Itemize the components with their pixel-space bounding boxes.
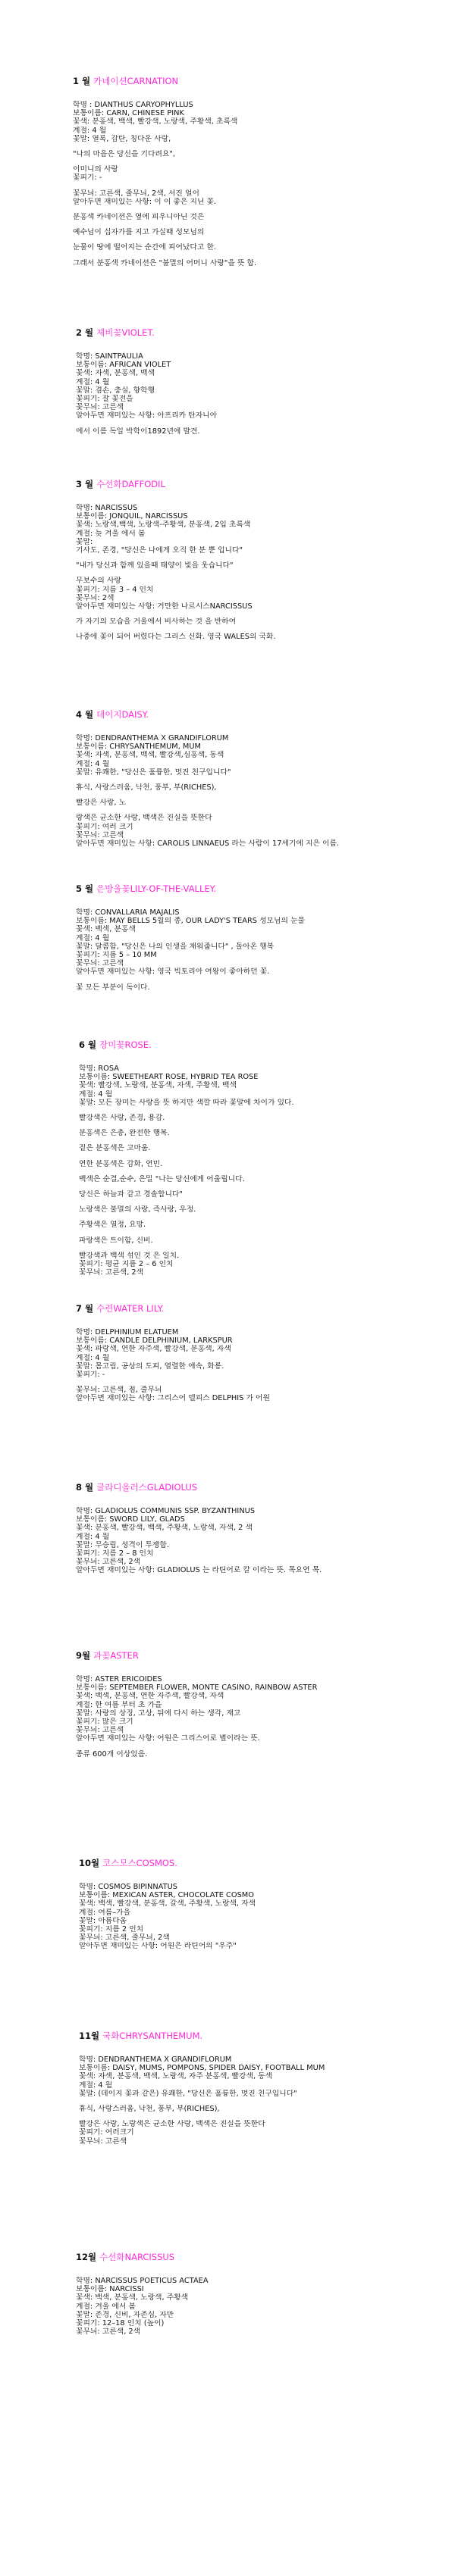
month-heading <box>76 327 455 339</box>
detail-line: 가 자기의 모습을 거울에서 비사하는 것 을 반하여 <box>76 617 237 627</box>
detail-line: 계절: 한 여름 부터 초 가을 <box>76 1700 162 1709</box>
detail-line: 알아두면 재미있는 사항: 어원은 그리스어로 별이라는 뜻. <box>76 1734 260 1743</box>
flower-name-english: ASTER <box>110 1650 139 1661</box>
line-spacer <box>76 626 455 633</box>
detail-line: 나중에 꽃이 되어 버렸다는 그리스 신화. 영국 WALES의 국화. <box>76 633 276 642</box>
detail-line: 학명: NARCISSUS <box>76 504 138 512</box>
flower-name-english: COSMOS. <box>136 1858 177 1868</box>
month-section-september <box>0 1650 455 1758</box>
line-spacer <box>73 252 455 259</box>
detail-line: 계절: 늦 겨울 에서 봄 <box>76 529 146 538</box>
flower-name-english: DAISY. <box>121 709 149 720</box>
detail-line: 학명 : DIANTHUS CARYOPHYLLUS <box>73 101 193 109</box>
month-number: 7 월 <box>76 1303 94 1314</box>
detail-line: 꽃무늬: 고른색 <box>76 830 124 839</box>
month-section-december <box>0 2252 455 2336</box>
flower-name-korean: 수선화 <box>99 2252 125 2262</box>
detail-line: 계절: 4 월 <box>76 933 110 943</box>
flower-name-korean: 데이지 <box>96 709 122 720</box>
month-number: 9월 <box>76 1650 91 1661</box>
flower-details <box>79 1064 455 1277</box>
detail-line: 꽃색: 백색, 분홍색, 노랑색, 주황색 <box>76 2293 189 2302</box>
flower-name-english: CHRYSANTHEMUM. <box>119 2030 203 2041</box>
detail-line: 보통이름: DAISY, MUMS, POMPONS, SPIDER DAISY, FOOTBALL MUM <box>79 2064 325 2073</box>
flower-name-english: NARCISSUS <box>124 2252 175 2262</box>
detail-line: 꽃무늬: 2색 <box>76 593 115 602</box>
flower-name-english: ROSE. <box>124 1039 152 1050</box>
detail-line: 꽃무늬: 고른색 <box>76 959 124 968</box>
detail-line: 보통이름: CARN, CHINESE PINK <box>73 109 184 118</box>
line-spacer <box>76 420 455 427</box>
flower-name-english: GLADIOLUS <box>146 1482 198 1493</box>
month-heading <box>76 1650 455 1662</box>
month-number: 6 월 <box>79 1039 97 1050</box>
line-spacer <box>76 777 455 783</box>
detail-line: 계절: 4 월 <box>76 377 110 386</box>
detail-line: 알아두면 재미있는 사항: 이 이 좋은 지닌 꽃. <box>73 197 217 206</box>
flower-name-english: LILY-OF-THE-VALLEY. <box>130 883 216 894</box>
detail-line: 꽃무늬: 고른색, 2색 <box>76 2327 141 2337</box>
detail-line: 꽃말: 사랑의 상징, 고상, 뒤에 다시 하는 생각, 재고 <box>76 1708 241 1718</box>
detail-line: 꽃말: 유쾌한, "당신은 훌륭한, 멋진 친구입니다" <box>76 767 231 777</box>
month-heading <box>79 2030 455 2042</box>
month-heading <box>76 1482 455 1493</box>
detail-line: 학명: ASTER ERICOIDES <box>76 1675 162 1683</box>
detail-line: 이미니의 사랑 <box>73 165 118 174</box>
detail-line: 꽃색: 백색, 분홍색 <box>76 925 136 934</box>
month-number: 5 월 <box>76 883 94 894</box>
detail-line: 계절: 4 월 <box>76 1532 110 1541</box>
detail-line: 꽃무늬: 고른색, 점, 줄무늬 <box>76 1386 162 1395</box>
detail-line: 계절: 4 월 <box>79 1089 113 1099</box>
detail-line: 백색은 순결,순수, 은밀 "나는 당신에게 어울립니다. <box>79 1174 245 1183</box>
detail-line: 종류 600개 이상있음. <box>76 1749 148 1758</box>
month-section-october <box>0 1858 455 1951</box>
detail-line: 당신은 하늘과 같고 경솔합니다" <box>79 1190 183 1199</box>
detail-line: 꽃피기: 여러 크기 <box>76 822 133 831</box>
flower-details <box>79 1883 455 1951</box>
detail-line: 알아두면 재미있는 사항: 영국 빅토리아 여왕이 좋아하던 꽃. <box>76 968 270 977</box>
flower-name-korean: 카네이션 <box>93 76 127 86</box>
detail-line: 꽃무늬: 고른색 <box>79 2137 127 2146</box>
month-heading <box>76 1303 455 1315</box>
detail-line: 학명: DENDRANTHEMA X GRANDIFLORUM <box>76 734 229 742</box>
flower-details <box>76 504 455 642</box>
detail-line: 계절: 4 월 <box>76 759 110 768</box>
detail-line: 학명: NARCISSUS POETICUS ACTAEA <box>76 2277 209 2285</box>
detail-line: 꽃색: 자색, 분홍색, 백색 <box>76 369 155 378</box>
month-heading <box>76 709 455 721</box>
detail-line: 알아두면 재미있는 사항: 그리스어 델피스 DELPHIS 가 어원 <box>76 1394 270 1403</box>
flower-details <box>76 1507 455 1575</box>
detail-line: 학명: GLADIOLUS COMMUNIS SSP. BYZANTHINUS <box>76 1507 256 1515</box>
detail-line: 보통이름: JONQUIL, NARCISSUS <box>76 512 188 521</box>
month-section-august <box>0 1482 455 1575</box>
detail-line: 알아두면 재미있는 사항: CAROLIS LINNAEUS 라는 사람이 17세기에 지은 이름. <box>76 839 340 849</box>
line-spacer <box>79 1122 455 1129</box>
detail-line: 꽃말: <box>76 537 93 546</box>
detail-line: 꽃피기: 지름 3 – 4 인치 <box>76 585 154 594</box>
detail-line: 꽃피기: 지름 5 – 10 MM <box>76 951 157 960</box>
detail-line: 꽃색: 분홍색, 빨강색, 백색, 주황색, 노랑색, 자색, 2 색 <box>76 1524 253 1533</box>
line-spacer <box>79 1107 455 1114</box>
month-section-july <box>0 1303 455 1403</box>
month-heading <box>76 883 455 895</box>
detail-line: 꽃피기: 지름 2 인치 <box>79 1925 144 1934</box>
month-heading <box>76 2252 455 2263</box>
month-section-november <box>0 2030 455 2146</box>
line-spacer <box>79 1168 455 1175</box>
detail-line: 주황색은 열정, 요망. <box>79 1221 146 1230</box>
detail-line: 꽃말: 무승림, 성격이 투쟁함. <box>76 1540 169 1549</box>
month-number: 11월 <box>79 2030 100 2041</box>
detail-line: 꽃피기: 잘 꽃전을 <box>76 395 133 404</box>
detail-line: 꽃말: 아름다움 <box>79 1916 127 1925</box>
line-spacer <box>73 158 455 165</box>
flower-name-english: WATER LILY. <box>113 1303 165 1314</box>
detail-line: 꽃말: 모든 장미는 사랑을 뜻 하지만 색깔 따라 꽃말에 차이가 있다. <box>79 1098 294 1107</box>
month-heading <box>79 1039 455 1051</box>
detail-line: 꽃말: (데이지 꽃과 같은) 유쾌한, "당신은 훌륭한, 멋진 친구입니다" <box>79 2089 297 2098</box>
detail-line: 보통이름: AFRICAN VIOLET <box>76 361 171 370</box>
line-spacer <box>79 1245 455 1252</box>
detail-line: 꽃말: 존경, 신비, 자존심, 자만 <box>76 2310 174 2319</box>
line-spacer <box>73 236 455 243</box>
detail-line: "내가 당신과 함께 있을때 태양이 빛을 웃습니다" <box>76 561 234 571</box>
flower-details <box>73 101 455 267</box>
detail-line: 학명: COSMOS BIPINNATUS <box>79 1883 177 1891</box>
detail-line: 알아두면 재미있는 사항: 거만한 나르시스NARCISSUS <box>76 602 253 611</box>
detail-line: 예수님이 십자가를 지고 가실때 성모님의 <box>73 228 205 237</box>
month-section-april <box>0 709 455 848</box>
detail-line: 꽃피기: 평균 지름 2 – 6 인치 <box>79 1260 174 1269</box>
line-spacer <box>79 1183 455 1190</box>
detail-line: 계절: 4 월 <box>76 1353 110 1362</box>
detail-line: 분홍색 카네이션은 옆에 피우니아닌 것은 <box>73 213 205 222</box>
detail-line: 보통이름: SWORD LILY, GLADS <box>76 1515 185 1524</box>
detail-line: 꽃색: 자색, 분홍색, 백색, 노랑색, 자주 분홍색, 빨강색, 동색 <box>79 2072 273 2081</box>
month-number: 8 월 <box>76 1482 94 1493</box>
detail-line: 꽃피기: - <box>76 1371 105 1380</box>
detail-line: 짙은 분홍색은 고마움. <box>79 1144 151 1153</box>
line-spacer <box>79 1230 455 1236</box>
detail-line: 노랑색은 불멸의 사랑, 즉사랑, 우정. <box>79 1205 196 1215</box>
month-number: 1 월 <box>73 76 91 86</box>
flower-name-english: CARNATION <box>127 76 179 86</box>
detail-line: 꽃색: 백색, 분홍색, 연한 자주색, 빨강색, 자색 <box>76 1692 224 1701</box>
flower-details <box>76 734 455 848</box>
flower-name-korean: 글라디올러스 <box>96 1482 147 1493</box>
flower-name-korean: 수선화 <box>96 479 122 489</box>
detail-line: 보통이름: CHRYSANTHEMUM, MUM <box>76 742 201 752</box>
detail-line: 꽃무늬: 고른색, 줄무늬, 2색 <box>79 1934 170 1943</box>
detail-line: 꽃말: 열록, 감탄, 칭다운 사랑, <box>73 134 171 143</box>
flower-name-korean: 은방울꽃 <box>96 883 130 894</box>
month-number: 12월 <box>76 2252 97 2262</box>
detail-line: 알아두면 재미있는 사항: 어원은 라틴어의 "우주" <box>79 1942 237 1951</box>
flower-name-english: VIOLET. <box>121 327 155 338</box>
flower-details <box>79 2055 455 2146</box>
flower-details <box>76 352 455 436</box>
line-spacer <box>76 977 455 983</box>
detail-line: 꽃무늬: 고른색, 2색 <box>79 1268 144 1277</box>
line-spacer <box>76 792 455 799</box>
detail-line: 그래서 분홍색 카네이션은 "불멸의 어머니 사랑"을 뜻 함. <box>73 258 257 267</box>
detail-line: 휴식, 사랑스러움, 낙천, 풍부, 부(RICHES), <box>79 2105 220 2114</box>
detail-line: 보통이름: NARCISSI <box>76 2285 144 2294</box>
detail-line: 보통이름: SWEETHEART ROSE, HYBRID TEA ROSE <box>79 1073 259 1082</box>
flower-name-korean: 장미꽃 <box>99 1039 125 1050</box>
detail-line: 꽃색: 노랑색,백색, 노랑색-주황색, 분홍색, 2입 초록색 <box>76 521 251 530</box>
detail-line: 계절: 겨울 에서 봄 <box>76 2302 136 2311</box>
flower-name-korean: 수련 <box>96 1303 114 1314</box>
detail-line: 에서 이름 독일 박학이1892년에 발견. <box>76 427 200 436</box>
detail-line: 꽃 모든 부분이 독이다. <box>76 983 150 992</box>
detail-line: 학명: DELPHINIUM ELATUEM <box>76 1328 179 1336</box>
month-heading <box>76 479 455 490</box>
detail-line: 꽃무늬: 고른색, 2색 <box>76 1558 141 1567</box>
flower-name-korean: 코스모스 <box>102 1858 136 1868</box>
detail-line: 빨강은 사랑, 노랑색은 균소한 사랑, 백색은 진실을 뜻한다 <box>79 2120 265 2129</box>
flower-details <box>76 1675 455 1758</box>
detail-line: 랑색은 균소한 사랑, 백색은 진실을 뜻한다 <box>76 814 212 823</box>
flower-name-korean: 제비꽃 <box>96 327 122 338</box>
flower-name-english: DAFFODIL <box>121 479 165 489</box>
detail-line: 꽃말: 몸고림, 공상의 도피, 열렬한 애속, 화롱. <box>76 1361 224 1371</box>
flower-name-korean: 국화 <box>102 2030 120 2041</box>
detail-line: 꽃피기: 지름 2 – 8 인치 <box>76 1549 154 1558</box>
detail-line: 꽃피기: 12–18 인치 (높이) <box>76 2319 165 2328</box>
detail-line: 꽃무늬: 고른색 <box>76 1726 124 1735</box>
line-spacer <box>76 611 455 617</box>
line-spacer <box>76 570 455 577</box>
detail-line: 계절: 4 월 <box>73 126 107 135</box>
line-spacer <box>79 1153 455 1160</box>
detail-line: 알아두면 재미있는 사항: 아프리카 탄자니아 <box>76 411 218 420</box>
month-number: 4 월 <box>76 709 94 720</box>
detail-line: 빨강은 사랑, 노 <box>76 799 127 808</box>
detail-line: 꽃피기: 여러크기 <box>79 2128 134 2137</box>
month-number: 10월 <box>79 1858 100 1868</box>
month-section-may <box>0 883 455 992</box>
detail-line: 꽃피기: - <box>73 174 102 183</box>
detail-line: 학명: ROSA <box>79 1064 119 1073</box>
detail-line: 꽃무늬: 고른색 <box>76 403 124 412</box>
line-spacer <box>79 1137 455 1144</box>
line-spacer <box>79 1214 455 1221</box>
detail-line: 꽃말: 달콤함, "당신은 나의 인생을 채워줍니다" , 돌아온 행복 <box>76 942 275 951</box>
detail-line: 기사도, 존경, "당신은 나에게 오직 한 분 뿐 입니다" <box>76 546 243 555</box>
detail-line: 보통이름: SEPTEMBER FLOWER, MONTE CASINO, RAINBOW ASTER <box>76 1683 318 1693</box>
line-spacer <box>79 1199 455 1205</box>
detail-line: 꽃색: 자색, 분홍색, 백색, 빨강색,심홍색, 동색 <box>76 751 224 760</box>
detail-line: 눈물이 땅에 떨어지는 순간에 피어났다고 한. <box>73 243 217 252</box>
line-spacer <box>76 1743 455 1750</box>
detail-line: 꽃피기: 많은 크기 <box>76 1718 133 1727</box>
detail-line: 꽃색: 파랑색, 연한 자주색, 빨강색, 분홍색, 자색 <box>76 1345 231 1354</box>
detail-line: 무보수의 사랑 <box>76 577 121 586</box>
month-section-march <box>0 479 455 642</box>
detail-line: 휴식, 사랑스러움, 낙천, 풍부, 부(RICHES), <box>76 783 217 792</box>
detail-line: 꽃색: 백색, 빨강색, 분홍색, 갈색, 주황색, 노랑색, 자색 <box>79 1899 256 1909</box>
detail-line: 학명: SAINTPAULIA <box>76 352 143 361</box>
detail-line: 빨강색과 백색 섞인 것 은 일치. <box>79 1251 180 1260</box>
month-section-june <box>0 1039 455 1277</box>
line-spacer <box>76 807 455 814</box>
line-spacer <box>73 143 455 150</box>
line-spacer <box>79 2098 455 2105</box>
detail-line: 보통이름: MEXICAN ASTER, CHOCOLATE COSMO <box>79 1891 254 1900</box>
detail-line: 학명: DENDRANTHEMA X GRANDIFLORUM <box>79 2055 232 2064</box>
detail-line: 계절: 여름–가을 <box>79 1908 131 1917</box>
detail-line: 파랑색은 트이함, 신비. <box>79 1236 153 1245</box>
detail-line: 꽃색: 분홍색, 백색, 빨강색, 노랑색, 주황색, 초록색 <box>73 117 238 127</box>
line-spacer <box>76 555 455 561</box>
detail-line: 연한 분홍색은 감화, 연민. <box>79 1159 163 1168</box>
detail-line: 분홍색은 은총, 완전한 행복. <box>79 1129 170 1138</box>
detail-line: 보통이름: MAY BELLS 5월의 종, OUR LADY'S TEARS 성모님의 눈물 <box>76 917 306 926</box>
month-number: 3 월 <box>76 479 94 489</box>
detail-line: 꽃무늬: 고른색, 줄무늬, 2색, 서진 얼이 <box>73 189 199 198</box>
detail-line: 꽃색: 빨강색, 노랑색, 분홍색, 자색, 주황색, 백색 <box>79 1081 237 1090</box>
flower-details <box>76 2277 455 2336</box>
month-heading <box>73 76 455 87</box>
detail-line: "나의 마음은 당신을 기다려요", <box>73 150 176 159</box>
month-section-january <box>0 76 455 267</box>
line-spacer <box>73 183 455 189</box>
detail-line: 빨강색은 사랑, 존경, 용감. <box>79 1114 165 1123</box>
flower-details <box>76 1328 455 1403</box>
detail-line: 꽃말: 겸손, 충실, 향학행 <box>76 386 155 395</box>
line-spacer <box>73 206 455 213</box>
month-section-february <box>0 327 455 436</box>
flower-details <box>76 908 455 992</box>
detail-line: 학명: CONVALLARIA MAJALIS <box>76 908 180 917</box>
line-spacer <box>76 1379 455 1386</box>
detail-line: 보통이름: CANDLE DELPHINIUM, LARKSPUR <box>76 1336 233 1346</box>
line-spacer <box>79 2113 455 2120</box>
detail-line: 알아두면 재미있는 사항: GLADIOLUS 는 라틴어로 칼 이라는 뜻. 목요연 목. <box>76 1566 322 1575</box>
flower-name-korean: 과꽃 <box>93 1650 111 1661</box>
line-spacer <box>73 221 455 228</box>
month-number: 2 월 <box>76 327 94 338</box>
month-heading <box>79 1858 455 1869</box>
detail-line: 계절: 4 월 <box>79 2080 113 2090</box>
